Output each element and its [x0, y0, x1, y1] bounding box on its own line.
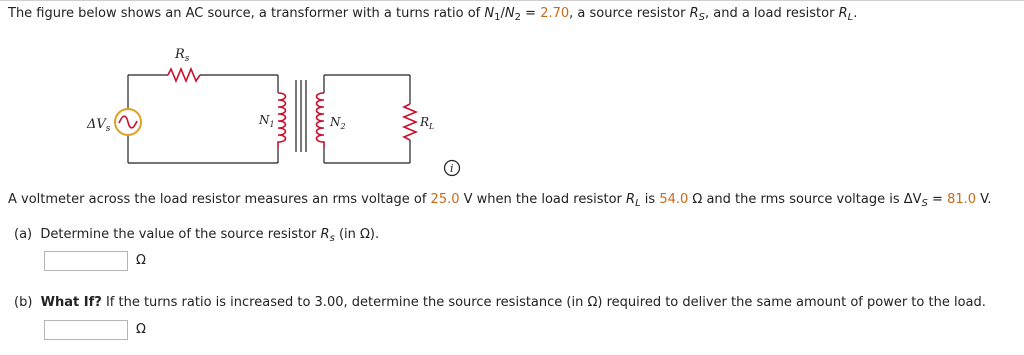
problem-statement [8, 192, 992, 209]
part-a-label: (a) [14, 227, 33, 242]
period: . [853, 6, 858, 21]
n2-figure-label: $N_2$ [330, 115, 346, 131]
load-resistance-value: 54.0 [659, 192, 689, 207]
voltmeter-value: 25.0 [430, 192, 460, 207]
part-b-text: If the turns ratio is increased to 3.00, determine the source resistance (in Ω) required to deliver the same amount of power to the load. [101, 295, 986, 310]
n1-symbol: N [484, 6, 495, 21]
slash: / [500, 6, 505, 21]
part-b-answer-input[interactable] [44, 320, 128, 340]
problem-text-part: is [640, 192, 660, 207]
what-if-label: What If? [40, 295, 102, 310]
part-b-question [14, 295, 986, 310]
part-a-unit: Ω [136, 253, 146, 268]
equals: = [927, 192, 948, 207]
rl-symbol: R [838, 6, 848, 21]
part-a-answer-input[interactable] [44, 251, 128, 271]
turns-ratio-value: 2.70 [540, 6, 570, 21]
source-voltage-value: 81.0 [947, 192, 977, 207]
rs-subscript: s [329, 233, 335, 244]
rl-subscript: L [635, 198, 641, 209]
primary-loop [128, 75, 278, 163]
primary-coil [278, 93, 286, 148]
info-icon[interactable] [445, 161, 460, 176]
part-a-text: (in Ω). [334, 227, 380, 242]
rs-resistor [168, 69, 200, 81]
rl-subscript: L [847, 12, 854, 23]
n2-subscript: 2 [514, 12, 522, 23]
part-a-question [14, 227, 379, 244]
part-b-label: (b) [14, 295, 33, 310]
secondary-coil [317, 93, 325, 148]
rl-figure-label: $R_L$ [420, 115, 435, 131]
rs-symbol: R [689, 6, 699, 21]
part-a-text: Determine the value of the source resistor [40, 227, 321, 242]
rl-symbol: R [626, 192, 636, 207]
n2-symbol: N [504, 6, 515, 21]
problem-text-part: V. [976, 192, 992, 207]
dv-subscript: S [921, 198, 928, 209]
n1-subscript: 1 [494, 12, 501, 23]
rl-resistor [404, 104, 416, 140]
intro-text-part: , a source resistor [569, 6, 690, 21]
intro-text-part: , and a load resistor [704, 6, 839, 21]
intro-text-part: The figure below shows an AC source, a transformer with a turns ratio of [8, 6, 485, 21]
rs-figure-label: $R_s$ [175, 47, 190, 64]
n1-figure-label: $N_1$ [259, 113, 275, 129]
rs-symbol: R [320, 227, 330, 242]
problem-text-part: Ω and the rms source voltage is ΔV [688, 192, 922, 207]
transformer-core [296, 80, 306, 152]
svg-text:i: i [450, 162, 454, 175]
equals: = [521, 6, 541, 21]
part-b-unit: Ω [136, 322, 146, 337]
dv-figure-label: $\Delta V_s$ [87, 117, 111, 134]
problem-text-part: V when the load resistor [459, 192, 627, 207]
rs-subscript: S [698, 12, 705, 23]
problem-text-part: A voltmeter across the load resistor measures an rms voltage of [8, 192, 431, 207]
